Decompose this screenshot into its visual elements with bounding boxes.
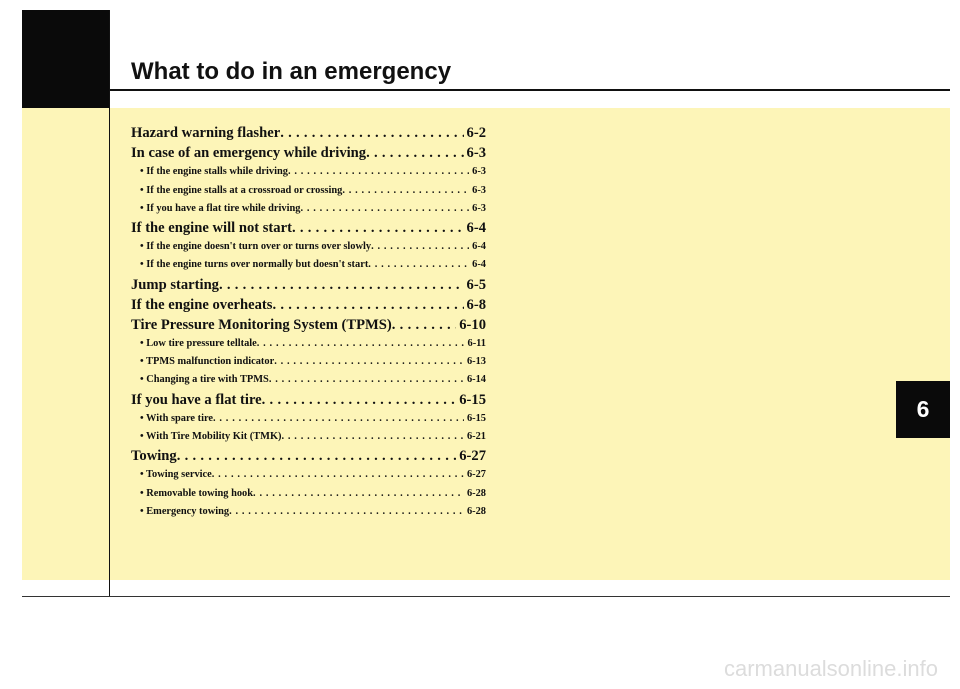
dot-leader [342, 182, 469, 200]
dot-leader [213, 410, 464, 428]
bottom-rule [22, 596, 950, 597]
toc-subentry[interactable] [131, 182, 486, 200]
toc-entry-label: Hazard warning flasher [131, 125, 281, 141]
toc-subentry[interactable] [131, 466, 486, 484]
toc-entry-label: • Low tire pressure telltale [140, 338, 257, 350]
toc-entry-label: If the engine overheats [131, 296, 273, 313]
toc-entry-label: • With spare tire [140, 412, 214, 424]
toc-page-number: 6-21 [466, 431, 486, 442]
dot-leader [269, 371, 464, 389]
chapter-tab[interactable]: 6 [896, 381, 950, 438]
toc-entry-label: • If the engine turns over normally but doesn't start [140, 259, 369, 271]
toc-page-number: 6-27 [466, 469, 486, 481]
dot-leader [300, 200, 469, 218]
toc-subentry[interactable] [131, 485, 486, 503]
toc-page-number: 6-27 [459, 448, 486, 465]
toc-entry[interactable] [131, 218, 486, 238]
dot-leader [280, 123, 463, 143]
toc-entry-label: • Changing a tire with TPMS [140, 374, 269, 386]
toc-page-number: 6-28 [466, 505, 486, 517]
toc-page-number: 6-3 [466, 145, 486, 162]
toc-page-number: 6-4 [466, 219, 486, 236]
title-underline [109, 89, 950, 91]
page-title: What to do in an emergency [131, 58, 452, 85]
toc-page-number: 6-14 [466, 374, 486, 386]
dot-leader [368, 256, 469, 274]
dot-leader [288, 163, 469, 181]
toc-entry-label: If you have a flat tire [131, 391, 262, 408]
toc-entry[interactable] [131, 315, 486, 335]
toc-entry[interactable] [131, 295, 486, 315]
dot-leader [272, 295, 463, 315]
toc-entry-label: • If the engine doesn't turn over or turns over slowly [140, 241, 372, 253]
toc-entry-label: • TPMS malfunction indicator [140, 356, 275, 368]
dot-leader [177, 446, 457, 466]
watermark: carmanualsonline.info [723, 656, 938, 681]
toc-entry[interactable] [131, 123, 486, 143]
toc-subentry[interactable] [131, 371, 486, 389]
dot-leader [292, 218, 464, 238]
dot-leader [274, 353, 464, 371]
table-of-contents [131, 123, 486, 521]
toc-entry-label: • If the engine stalls while driving [140, 166, 288, 178]
dot-leader [282, 428, 464, 446]
toc-entry-label: Jump starting [131, 276, 219, 293]
toc-page-number: 6-3 [472, 202, 486, 214]
dot-leader [219, 275, 464, 295]
toc-page-number: 6-28 [466, 487, 486, 499]
toc-page-number: 6-4 [472, 259, 486, 271]
toc-subentry[interactable] [131, 163, 486, 181]
dot-leader [253, 485, 464, 503]
dot-leader [371, 238, 469, 256]
toc-page-number: 6-5 [466, 276, 486, 293]
toc-page-number: 6-13 [466, 356, 486, 368]
margin-rule [109, 10, 110, 596]
toc-page-number: 6-10 [459, 316, 486, 333]
toc-entry-label: • Towing service [140, 469, 212, 481]
toc-subentry[interactable] [131, 428, 486, 446]
toc-subentry[interactable] [131, 503, 486, 521]
corner-black-block [22, 10, 109, 108]
toc-page-number: 6-3 [472, 166, 486, 178]
toc-subentry[interactable] [131, 200, 486, 218]
toc-entry[interactable] [131, 275, 486, 295]
toc-entry[interactable] [131, 143, 486, 163]
toc-subentry[interactable] [131, 410, 486, 428]
toc-entry-label: • If you have a flat tire while driving [140, 202, 301, 214]
dot-leader [212, 466, 464, 484]
toc-subentry[interactable] [131, 335, 486, 353]
toc-page-number: 6-4 [472, 241, 486, 253]
toc-entry-label: Towing [131, 448, 177, 465]
toc-entry-label: In case of an emergency while driving [131, 145, 367, 162]
toc-entry-label: Tire Pressure Monitoring System (TPMS) [131, 316, 392, 333]
toc-subentry[interactable] [131, 256, 486, 274]
toc-page-number: 6-11 [467, 338, 486, 350]
toc-subentry[interactable] [131, 238, 486, 256]
toc-page-number: 6-8 [466, 296, 486, 313]
toc-entry[interactable] [131, 390, 486, 410]
toc-entry-label: • Emergency towing [140, 505, 230, 517]
toc-entry-label: • With Tire Mobility Kit (TMK) [140, 431, 282, 442]
toc-entry-label: • If the engine stalls at a crossroad or crossing [140, 184, 343, 196]
toc-page-number: 6-15 [459, 391, 486, 408]
toc-entry-label: If the engine will not start [131, 219, 292, 236]
toc-entry[interactable] [131, 446, 486, 466]
toc-page-number: 6-15 [466, 412, 486, 424]
dot-leader [257, 335, 465, 353]
dot-leader [366, 143, 463, 163]
dot-leader [392, 315, 456, 335]
toc-page-number: 6-3 [472, 184, 486, 196]
toc-page-number: 6-2 [466, 125, 486, 141]
toc-entry-label: • Removable towing hook [140, 487, 254, 499]
dot-leader [262, 390, 457, 410]
dot-leader [229, 503, 464, 521]
toc-subentry[interactable] [131, 353, 486, 371]
